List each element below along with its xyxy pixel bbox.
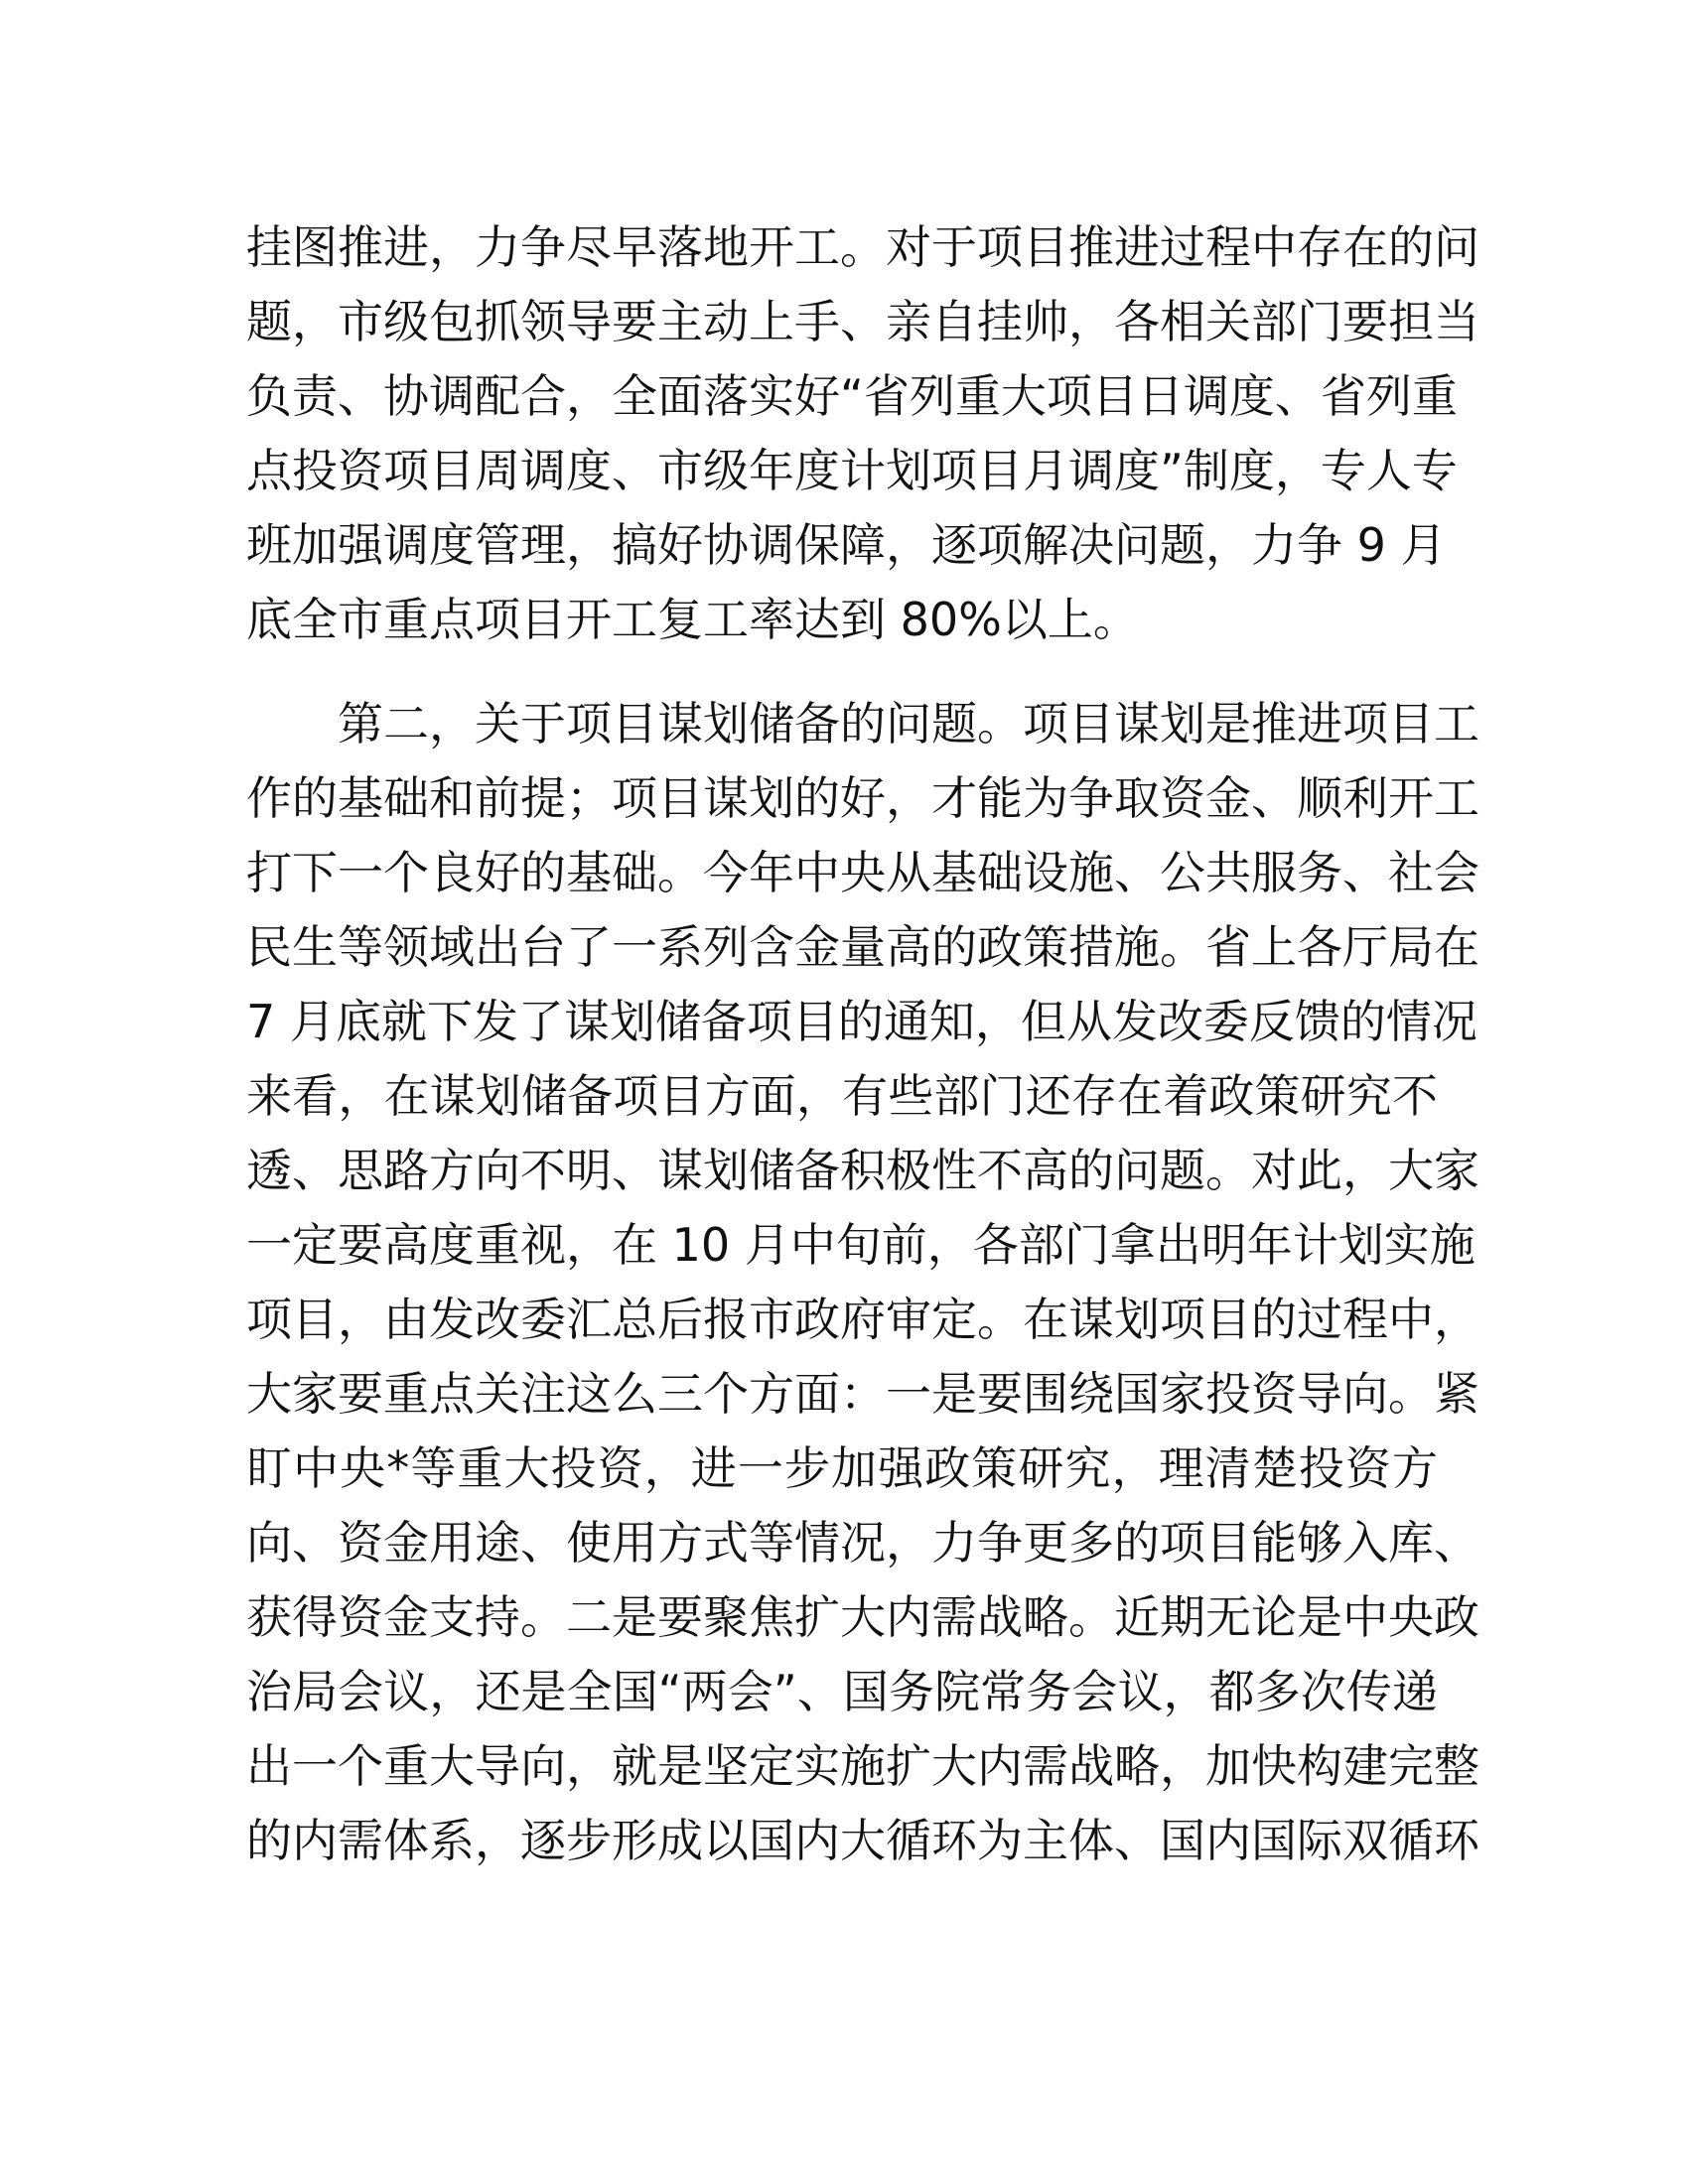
text-line: 作的基础和前提；项目谋划的好，才能为争取资金、顺利开工: [246, 771, 1479, 825]
text-line: 负责、协调配合，全面落实好“省列重大项目日调度、省列重: [246, 369, 1458, 423]
text-line: 的内需体系，逐步形成以国内大循环为主体、国内国际双循环: [246, 1814, 1479, 1867]
text-line: 获得资金支持。二是要聚焦扩大内需战略。近期无论是中央政: [246, 1590, 1479, 1644]
text-line: 底全市重点项目开工复工率达到 80%以上。: [246, 593, 1139, 646]
text-line: 出一个重大导向，就是坚定实施扩大内需战略，加快构建完整: [246, 1739, 1479, 1793]
text-line: 第二，关于项目谋划储备的问题。项目谋划是推进项目工: [338, 697, 1479, 751]
text-line: 挂图推进，力争尽早落地开工。对于项目推进过程中存在的问: [246, 220, 1479, 274]
paragraph-1: [246, 210, 1479, 657]
text-line: 民生等领域出台了一系列含金量高的政策措施。省上各厅局在: [246, 920, 1479, 974]
text-line: 盯中央*等重大投资，进一步加强政策研究，理清楚投资方: [246, 1441, 1438, 1495]
paragraph-2: [246, 687, 1479, 1878]
text-line: 点投资项目周调度、市级年度计划项目月调度”制度，专人专: [246, 444, 1458, 497]
text-line: 项目，由发改委汇总后报市政府审定。在谋划项目的过程中，: [246, 1293, 1479, 1346]
text-line: 治局会议，还是全国“两会”、国务院常务会议，都多次传递: [246, 1665, 1438, 1718]
text-line: 来看，在谋划储备项目方面，有些部门还存在着政策研究不: [246, 1069, 1438, 1123]
text-line: 大家要重点关注这么三个方面：一是要围绕国家投资导向。紧: [246, 1367, 1479, 1421]
text-line: 透、思路方向不明、谋划储备积极性不高的问题。对此，大家: [246, 1144, 1479, 1197]
text-line: 题，市级包抓领导要主动上手、亲自挂帅，各相关部门要担当: [246, 295, 1479, 348]
text-line: 班加强调度管理，搞好协调保障，逐项解决问题，力争 9 月: [246, 518, 1447, 572]
text-line: 一定要高度重视，在 10 月中旬前，各部门拿出明年计划实施: [246, 1218, 1476, 1272]
text-line: 打下一个良好的基础。今年中央从基础设施、公共服务、社会: [246, 846, 1479, 899]
text-line: 7 月底就下发了谋划储备项目的通知，但从发改委反馈的情况: [246, 995, 1477, 1048]
text-line: 向、资金用途、使用方式等情况，力争更多的项目能够入库、: [246, 1516, 1479, 1570]
